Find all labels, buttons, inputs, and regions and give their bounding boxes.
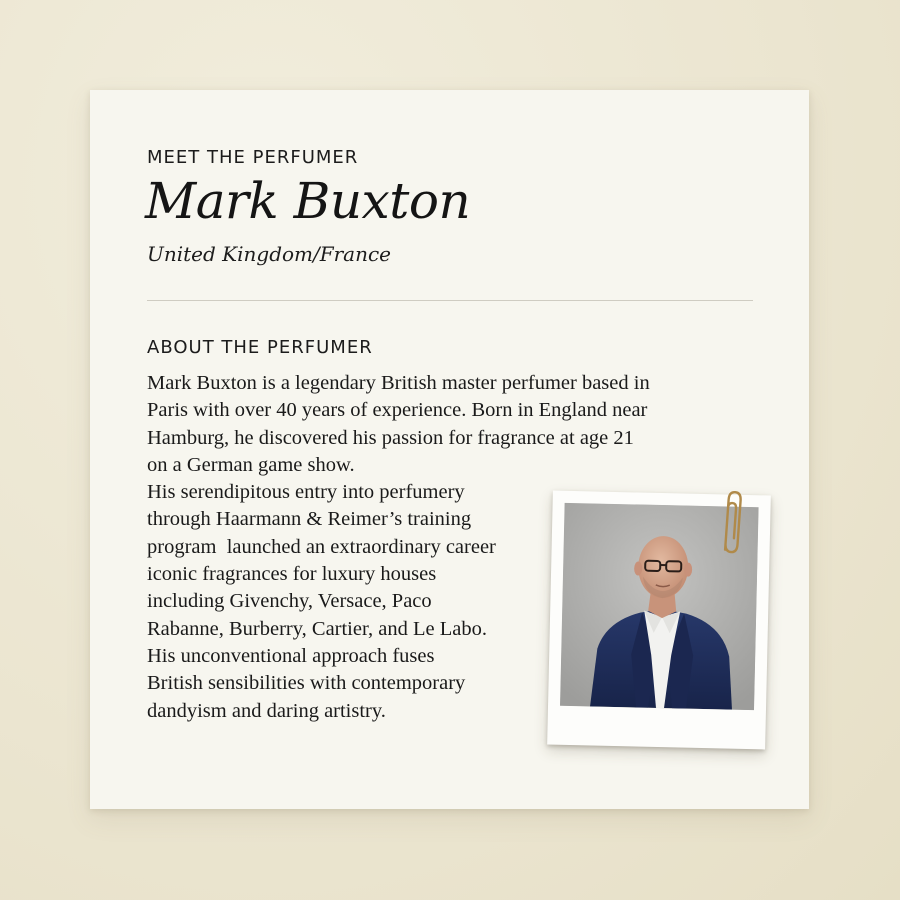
bio-line: Paris with over 40 years of experience. Born in England near xyxy=(147,399,648,422)
bio-line: dandyism and daring artistry. xyxy=(147,699,386,722)
perfumer-name: Mark Buxton xyxy=(145,172,471,230)
bio-line: including Givenchy, Versace, Paco xyxy=(147,590,432,613)
bio-line: Hamburg, he discovered his passion for fragrance at age 21 xyxy=(147,426,634,449)
bio-line: program launched an extraordinary career xyxy=(147,535,496,558)
bio-line: Rabanne, Burberry, Cartier, and Le Labo. xyxy=(147,617,487,640)
bio-line: Mark Buxton is a legendary British master perfumer based in xyxy=(147,372,650,394)
about-heading: ABOUT THE PERFUMER xyxy=(147,337,373,358)
bio-line: on a German game show. xyxy=(147,453,355,476)
bio-line: His serendipitous entry into perfumery xyxy=(147,481,465,504)
paperclip-icon xyxy=(716,487,747,559)
bio-line: iconic fragrances for luxury houses xyxy=(147,563,437,586)
perfumer-origin: United Kingdom/France xyxy=(147,242,392,266)
divider xyxy=(147,300,753,301)
bio-line: through Haarmann & Reimer’s training xyxy=(147,508,472,531)
perfumer-card xyxy=(90,90,809,809)
section-eyebrow: MEET THE PERFUMER xyxy=(147,147,359,168)
bio-line: His unconventional approach fuses xyxy=(147,644,435,667)
bio-line: British sensibilities with contemporary xyxy=(147,672,466,695)
